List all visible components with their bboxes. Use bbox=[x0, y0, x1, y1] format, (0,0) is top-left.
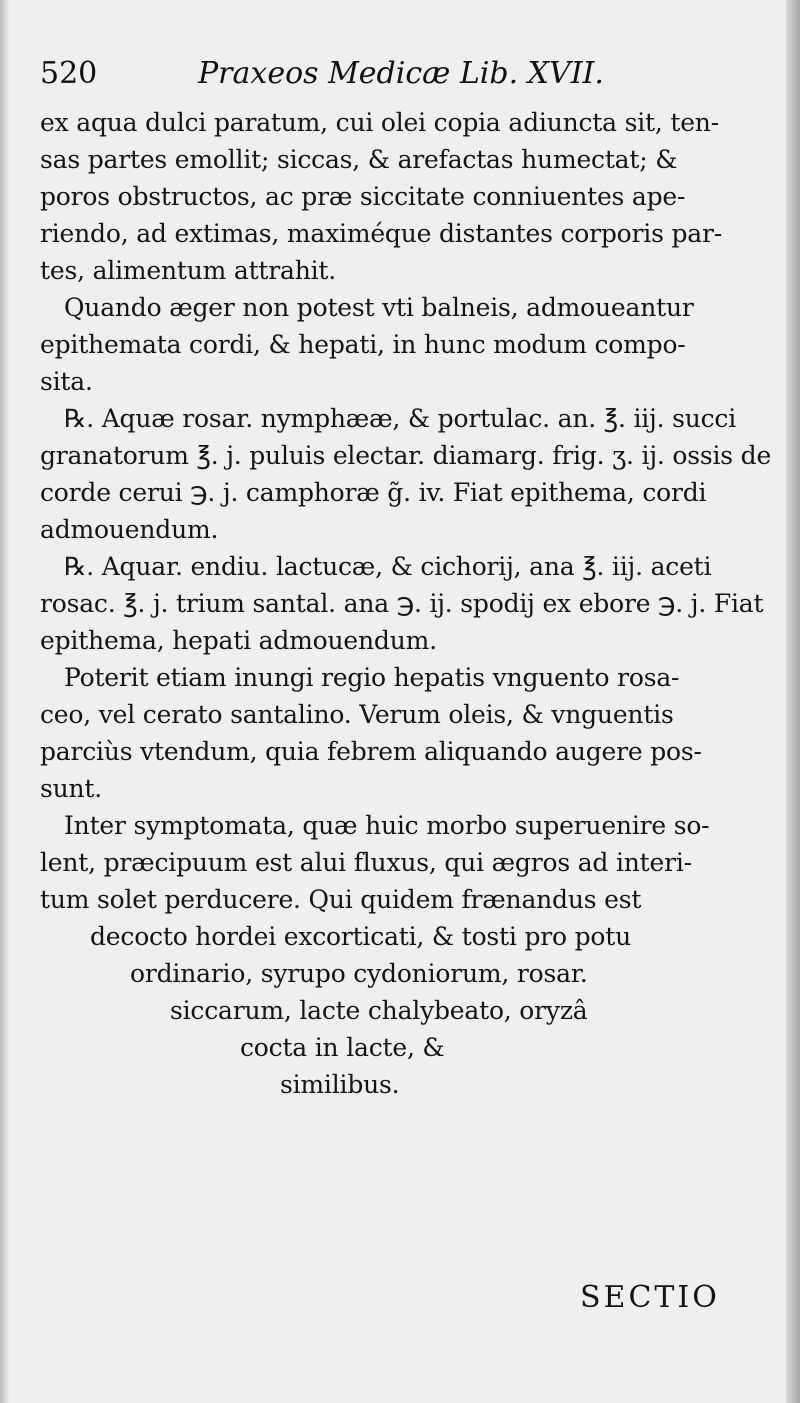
text-line: corde cerui ℈. j. camphoræ g̃. iv. Fiat epithema, cordi bbox=[40, 478, 707, 507]
text-line: parciùs vtendum, quia febrem aliquando augere pos- bbox=[40, 737, 702, 766]
paragraph-start: Poterit etiam inungi regio hepatis vnguento rosa- bbox=[64, 663, 680, 692]
page-edge-shadow bbox=[786, 0, 800, 1403]
text-line: epithemata cordi, & hepati, in hunc modum compo- bbox=[40, 330, 686, 359]
page-gutter-shadow bbox=[0, 0, 10, 1403]
text-line: similibus. bbox=[280, 1070, 400, 1099]
page-number: 520 bbox=[40, 56, 98, 91]
text-line: rosac. ℥. j. trium santal. ana ℈. ij. spodij ex ebore ℈. j. Fiat bbox=[40, 589, 764, 618]
text-line: admouendum. bbox=[40, 515, 219, 544]
body-text bbox=[40, 104, 772, 1103]
text-line: decocto hordei excorticati, & tosti pro potu bbox=[90, 922, 631, 951]
text-line: sas partes emollit; siccas, & arefactas humectat; & bbox=[40, 145, 678, 174]
text-line: sunt. bbox=[40, 774, 103, 803]
text-line: lent, præcipuum est alui fluxus, qui ægros ad interi- bbox=[40, 848, 692, 877]
running-title: Praxeos Medicæ Lib. XVII. bbox=[198, 56, 604, 91]
text-line: ceo, vel cerato santalino. Verum oleis, & vnguentis bbox=[40, 700, 674, 729]
text-line: riendo, ad extimas, maximéque distantes corporis par- bbox=[40, 219, 722, 248]
paragraph-start: Quando æger non potest vti balneis, admoueantur bbox=[64, 293, 694, 322]
running-header bbox=[40, 56, 760, 100]
text-line: epithema, hepati admouendum. bbox=[40, 626, 437, 655]
text-line: ordinario, syrupo cydoniorum, rosar. bbox=[130, 959, 588, 988]
catchword: SECTIO bbox=[580, 1280, 720, 1315]
recipe-start: ℞. Aquæ rosar. nymphææ, & portulac. an. ℥. iij. succi bbox=[64, 404, 737, 433]
text-line: tes, alimentum attrahit. bbox=[40, 256, 337, 285]
text-line: siccarum, lacte chalybeato, oryzâ bbox=[170, 996, 588, 1025]
text-line: ex aqua dulci paratum, cui olei copia adiuncta sit, ten- bbox=[40, 108, 719, 137]
text-line: poros obstructos, ac præ siccitate conniuentes ape- bbox=[40, 182, 686, 211]
text-line: tum solet perducere. Qui quidem frænandus est bbox=[40, 885, 642, 914]
recipe-start: ℞. Aquar. endiu. lactucæ, & cichorij, ana ℥. iij. aceti bbox=[64, 552, 712, 581]
text-line: cocta in lacte, & bbox=[240, 1033, 445, 1062]
text-line: sita. bbox=[40, 367, 93, 396]
text-line: granatorum ℥. j. puluis electar. diamarg. frig. ʒ. ij. ossis de bbox=[40, 441, 772, 470]
paragraph-start: Inter symptomata, quæ huic morbo superuenire so- bbox=[64, 811, 710, 840]
